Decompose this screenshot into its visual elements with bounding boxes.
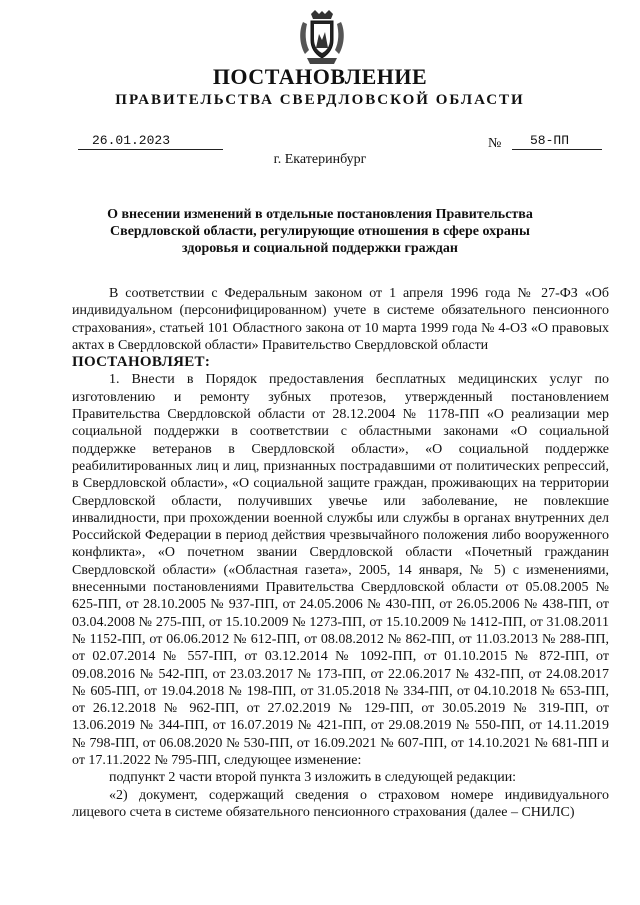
- document-number: 58-ПП: [530, 133, 570, 148]
- document-title: ПОСТАНОВЛЕНИЕ: [212, 64, 428, 89]
- document-heading: О внесении изменений в отдельные постановления Правительства Свердловской области, регулирующие отношения в сфере охраны здоровья и социальной поддержки граждан: [107, 207, 533, 256]
- preamble-paragraph: В соответствии с Федеральным законом от 1 апреля 1996 года № 27-ФЗ «Об индивидуальном (персонифицированном) учете в системе обязательного пенсионного страхования», статьей 101 Областного закона от 10 марта 1999 года № 4-ОЗ «О правовых актах в Свердловской области» Правительство Свердловской области: [72, 286, 609, 353]
- document-subtitle: ПРАВИТЕЛЬСТВА СВЕРДЛОВСКОЙ ОБЛАСТИ: [115, 92, 525, 108]
- subitem-paragraph: подпункт 2 части второй пункта 3 изложить в следующей редакции:: [109, 770, 517, 786]
- document-body: [72, 285, 609, 821]
- coat-of-arms-icon: [297, 10, 347, 66]
- item-1-paragraph: 1. Внести в Порядок предоставления бесплатных медицинских услуг по изготовлению и ремонту зубных протезов, утвержденный постановлением Правительства Свердловской области от 28.12.2004 № 1178-ПП «О реализации мер социальной поддержки в соответствии с областными законами «О социальной поддержке ветеранов в Свердловской области», «О социальной поддержке реабилитированных лиц и лиц, признанных пострадавшими от политических репрессий, в Свердловской области», «О социальной защите граждан, проживающих на территории Свердловской области, получивших увечье или заболевание, не повлекшие инвалидности, при прохождении военной службы или службы в органах внутренних дел Российской Федерации в период действия чрезвычайного положения либо вооруженного конфликта», «О почетном звании Свердловской области «Почетный гражданин Свердловской области» («Областная газета», 2005, 14 января, № 5) с изменениями, внесенными постановлениями Правительства Свердловской области от 05.08.2005 № 625-ПП, от 28.10.2005 № 937-ПП, от 24.05.2006 № 430-ПП, от 26.05.2006 № 438-ПП, от 03.04.2008 № 275-ПП, от 15.10.2009 № 1273-ПП, от 15.10.2009 № 1412-ПП, от 31.08.2011 № 1152-ПП, от 06.06.2012 № 612-ПП, от 08.08.2012 № 862-ПП, от 11.03.2013 № 288-ПП, от 02.07.2014 № 557-ПП, от 03.12.2014 № 1092-ПП, от 01.10.2015 № 872-ПП, от 09.08.2016 № 542-ПП, от 23.03.2017 № 173-ПП, от 22.06.2017 № 432-ПП, от 24.08.2017 № 605-ПП, от 19.04.2018 № 198-ПП, от 31.05.2018 № 334-ПП, от 04.10.2018 № 653-ПП, от 26.12.2018 № 962-ПП, от 27.02.2019 № 129-ПП, от 30.05.2019 № 319-ПП, от 13.06.2019 № 344-ПП, от 16.07.2019 № 421-ПП, от 29.08.2019 № 550-ПП, от 14.11.2019 № 798-ПП, от 06.08.2020 № 530-ПП, от 16.09.2021 № 607-ПП, от 14.10.2021 № 681-ПП и от 17.11.2022 № 795-ПП, следующее изменение:: [72, 372, 609, 769]
- date-underline: [78, 149, 223, 150]
- decree-word: ПОСТАНОВЛЯЕТ:: [72, 354, 211, 371]
- number-underline: [512, 149, 602, 150]
- document-date: 26.01.2023: [92, 133, 171, 148]
- document-city: г. Екатеринбург: [273, 152, 367, 167]
- number-sign: №: [488, 136, 502, 151]
- quote-paragraph: «2) документ, содержащий сведения о страховом номере индивидуального лицевого счета в системе обязательного пенсионного страхования (далее – СНИЛС): [72, 787, 609, 820]
